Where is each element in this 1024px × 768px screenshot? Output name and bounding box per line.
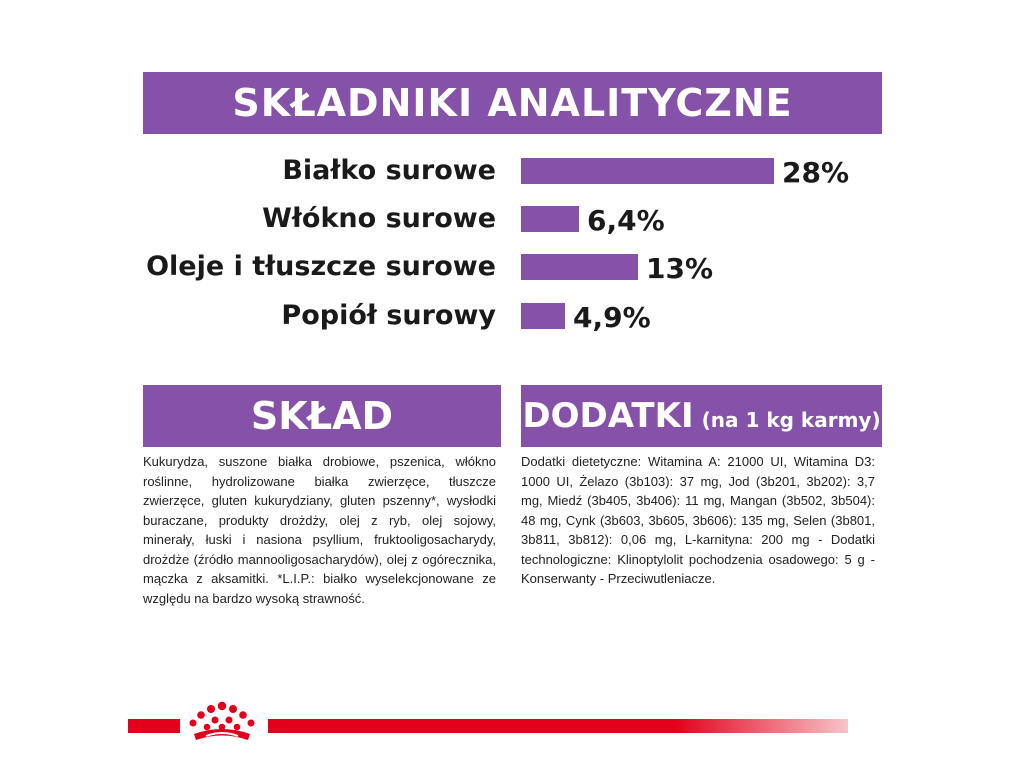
analytic-label-ash: Popiół surowy — [281, 300, 496, 331]
dodatki-title: DODATKI — [522, 396, 694, 436]
footer-line-left — [128, 719, 180, 733]
dodatki-text: Dodatki dietetyczne: Witamina A: 21000 UI, Witamina D3: 1000 UI, Żelazo (3b103): 37 mg, Jod (3b201, 3b202): 3,7 mg, Miedź (3b405, 3b406): 11 mg, Mangan (3b502, 3b504): 48 mg, Cynk (3b603, 3b605, 3b606): 135 mg, Selen (3b801, 3b811, 3b812): 0,06 mg, L-karnityna: 200 mg - Dodatki technologiczne: Klinoptylolit pochodzenia osadowego: 5 g - Konserwanty - Przeciwutleniacze. — [521, 454, 875, 586]
analytic-bar-fat — [521, 254, 638, 280]
analytic-label-fat: Oleje i tłuszcze surowe — [146, 251, 496, 282]
sklad-text: Kukurydza, suszone białka drobiowe, pszenica, włókno roślinne, hydrolizowane białka zwierzęce, tłuszcze zwierzęce, gluten kukurydziany, gluten pszenny*, wysłodki buraczane, produkty drożdży, olej z ryb, olej sojowy, minerały, łuski i nasiona psyllium, fruktooligosacharydy, drożdże (źródło mannooligosacharydów), olej z ogórecznika, mączka z aksamitki. *L.I.P.: białko wyselekcjonowane ze względu na bardzo wysoką strawność. — [143, 454, 496, 606]
analytic-value-ash: 4,9% — [573, 301, 651, 334]
dodatki-subtitle: (na 1 kg karmy) — [701, 408, 881, 432]
analytic-bar-fibre — [521, 206, 579, 232]
analytic-title-banner — [143, 72, 882, 134]
analytic-bar-ash — [521, 303, 565, 329]
footer-line-right — [268, 719, 848, 733]
analytic-value-fibre: 6,4% — [587, 204, 665, 237]
analytic-bar-protein — [521, 158, 774, 184]
analytic-value-fat: 13% — [646, 252, 714, 285]
analytic-title: SKŁADNIKI ANALITYCZNE — [232, 81, 793, 125]
sklad-title-banner — [143, 385, 501, 447]
analytic-label-protein: Białko surowe — [282, 155, 496, 186]
analytic-value-protein: 28% — [782, 156, 850, 189]
dodatki-title-banner — [521, 385, 882, 447]
sklad-title: SKŁAD — [250, 394, 394, 438]
royal-canin-crown-icon — [182, 700, 262, 748]
analytic-label-fibre: Włókno surowe — [262, 203, 496, 234]
